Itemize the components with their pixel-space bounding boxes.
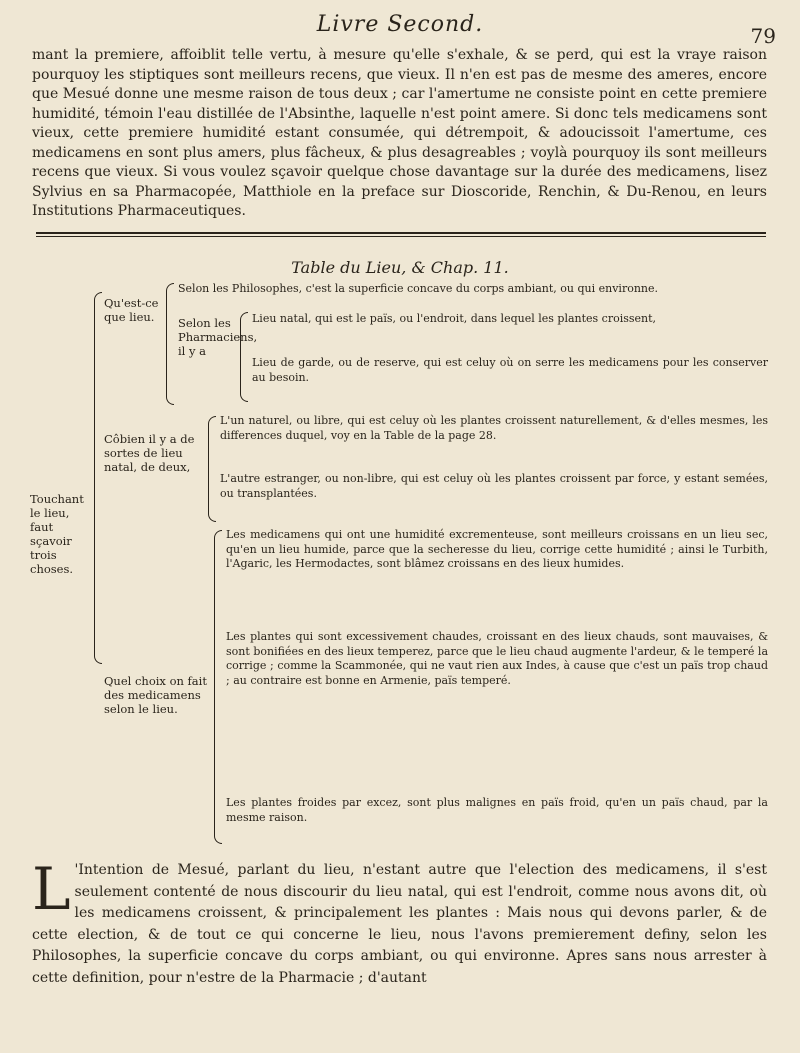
table-root-label: Touchant le lieu, faut sçavoir trois choses. (30, 492, 84, 576)
branch3-item1: Les medicamens qui ont une humidité excrementeuse, sont meilleurs croissans en un lieu sec, qu'en un lieu humide, parce que la secheresse du lieu, corrige cette humidité ; ainsi le Turbith, l'Agaric, les Hermodactes, sont blâmez croissans en des lieux humides. (226, 528, 768, 570)
branch1-sub-bracket (240, 312, 248, 402)
divider-rule (36, 232, 766, 234)
running-head (0, 6, 800, 46)
running-title: Livre Second. (316, 12, 484, 37)
divider-rule-thin (36, 236, 766, 237)
branch1-item1: Selon les Philosophes, c'est la superficie concave du corps ambiant, ou qui environne. (178, 282, 658, 295)
branch2-bracket (208, 416, 216, 522)
branch1-label: Qu'est-ce que lieu. (104, 296, 159, 324)
drop-cap: L (32, 855, 71, 923)
branch2-item2: L'autre estranger, ou non-libre, qui est celuy où les plantes croissent par force, y estant semées, ou transplantées. (220, 472, 768, 500)
branch1-sub-label: Selon les Pharmaciens, il y a (178, 316, 258, 358)
branch3-label: Quel choix on fait des medicamens selon le lieu. (104, 674, 207, 716)
bottom-paragraph-text: 'Intention de Mesué, parlant du lieu, n'estant autre que l'election des medicamens, il s'est seulement contenté de nous discourir du lieu natal, qui est l'endroit, comme nous avons dit, où les medicamens croissent, & principalement les plantes : Mais nous qui devons parler, & de cette election, & de tout ce qui concerne le lieu, nous l'avons premierement definy, selon les Philosophes, la superficie concave du corps ambiant, ou qui environne. Apres sans nous arrester à cette definition, pour n'estre de la Pharmacie ; d'autant (32, 862, 767, 986)
table-title: Table du Lieu, & Chap. 11. (291, 258, 509, 277)
branch3-bracket (214, 530, 222, 844)
root-bracket (94, 292, 102, 664)
bottom-paragraph (32, 855, 767, 989)
branch3-item3: Les plantes froides par excez, sont plus malignes en païs froid, qu'en un païs chaud, par la mesme raison. (226, 796, 768, 824)
branch3-item2: Les plantes qui sont excessivement chaudes, croissant en des lieux chauds, sont mauvaises, & sont bonifiées en des lieux temperez, parce que le lieu chaud augmente l'ardeur, & le temperé la corrige ; comme la Scammonée, qui ne vaut rien aux Indes, à cause que c'est un païs trop chaud ; au contraire est bonne en Armenie, païs temperé. (226, 630, 768, 687)
page-number: 79 (750, 24, 776, 48)
branch2-item1: L'un naturel, ou libre, qui est celuy où les plantes croissent naturellement, & d'elles mesmes, les differences duquel, voy en la Table de la page 28. (220, 414, 768, 442)
branch1-sub2: Lieu de garde, ou de reserve, qui est celuy où on serre les medicamens pour les conserver au besoin. (252, 356, 768, 384)
branch2-label: Côbien il y a de sortes de lieu natal, de deux, (104, 432, 195, 474)
branch1-bracket (166, 283, 174, 405)
top-paragraph: mant la premiere, affoiblit telle vertu, à mesure qu'elle s'exhale, & se perd, qui est la vraye raison pourquoy les stiptiques sont meilleurs recens, que vieux. Il n'en est pas de mesme des ameres, encore que Mesué donne une mesme raison de tous deux ; car l'amertume ne consiste point en cette premiere humidité, témoin l'eau distillée de l'Absinthe, laquelle n'est point amere. Si donc tels medicamens sont vieux, cette premiere humidité estant consumée, qui détrempoit, & adoucissoit l'amertume, ces medicamens en sont plus amers, plus fâcheux, & plus desagreables ; voylà pourquoy ils sont meilleurs recens que vieux. Si vous voulez sçavoir quelque chose davantage sur la durée des medicamens, lisez Sylvius en sa Pharmacopée, Matthiole en la preface sur Dioscoride, Renchin, & Du-Renou, en leurs Institutions Pharmaceutiques. (32, 47, 767, 219)
branch1-sub1: Lieu natal, qui est le païs, ou l'endroit, dans lequel les plantes croissent, (252, 312, 657, 325)
